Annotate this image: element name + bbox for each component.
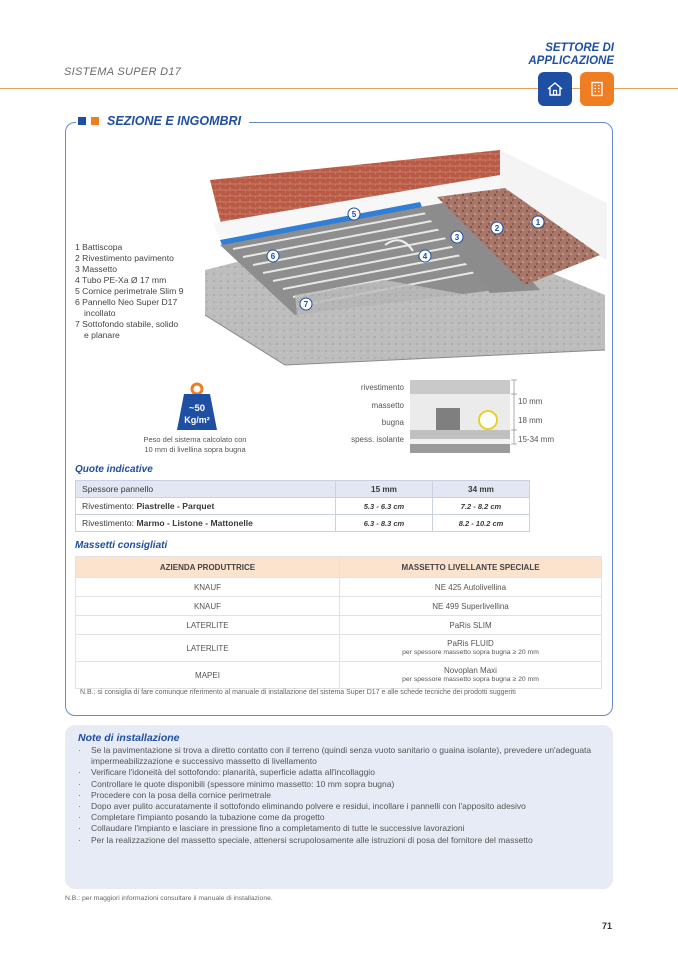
floor-section-illustration bbox=[205, 145, 610, 370]
sector-label bbox=[528, 42, 614, 68]
weight-unit: Kg/m² bbox=[184, 415, 210, 425]
table-cell: 7.2 - 8.2 cm bbox=[433, 498, 530, 515]
house-icon bbox=[538, 72, 572, 106]
dim-isolante: 15-34 mm bbox=[518, 435, 555, 444]
table-cell: PaRis FLUID per spessore massetto sopra bugna ≥ 20 mm bbox=[340, 635, 602, 662]
table-header-row bbox=[76, 557, 602, 578]
table-row bbox=[76, 616, 602, 635]
list-item: · Completare l'impianto posando la tubazione come da progetto bbox=[78, 812, 603, 823]
massetti-table bbox=[75, 556, 602, 689]
sector-label-line1: SETTORE DI bbox=[545, 42, 614, 54]
table-row bbox=[76, 597, 602, 616]
marker-4 bbox=[419, 250, 431, 262]
table-cell: Novoplan Maxi per spessore massetto sopra bugna ≥ 20 mm bbox=[340, 662, 602, 689]
weight-value: ~50 bbox=[188, 403, 206, 414]
table-cell: LATERLITE bbox=[76, 616, 340, 635]
table-row bbox=[76, 498, 530, 515]
table-cell: Spessore pannello bbox=[76, 481, 336, 498]
list-item: · Controllare le quote disponibili (spessore minimo massetto: 10 mm sopra bugna) bbox=[78, 779, 603, 790]
massetti-note: N.B.: si consiglia di fare comunque riferimento al manuale di installazione del sistema Super D17 e alle schede tecniche dei prodotti suggeriti bbox=[80, 689, 516, 696]
table-cell: Rivestimento: Piastrelle - Parquet bbox=[76, 498, 336, 515]
svg-text:6: 6 bbox=[270, 252, 276, 261]
svg-text:5: 5 bbox=[351, 210, 357, 219]
marker-3 bbox=[451, 231, 463, 243]
sector-icons bbox=[538, 72, 614, 106]
footer-note: N.B.: per maggiori informazioni consultare il manuale di installazione. bbox=[65, 895, 273, 902]
legend-item: 5 Cornice perimetrale Slim 9 bbox=[75, 286, 184, 296]
label-massetto: massetto bbox=[371, 401, 404, 410]
marker-7 bbox=[300, 298, 312, 310]
table-cell: 8.2 - 10.2 cm bbox=[433, 515, 530, 532]
legend-item: e planare bbox=[84, 330, 120, 340]
massetti-title: Massetti consigliati bbox=[75, 540, 168, 551]
table-cell: AZIENDA PRODUTTRICE bbox=[76, 557, 340, 578]
table-cell: KNAUF bbox=[76, 597, 340, 616]
system-title: SISTEMA SUPER D17 bbox=[64, 66, 182, 78]
legend-item: incollato bbox=[84, 308, 116, 318]
page-number: 71 bbox=[601, 921, 612, 931]
table-cell: 5.3 - 6.3 cm bbox=[336, 498, 433, 515]
quote-table bbox=[75, 480, 530, 532]
list-item: · Dopo aver pulito accuratamente il sottofondo eliminando polvere e residui, incollare i pannelli con l'apposito adesivo bbox=[78, 801, 603, 812]
table-row bbox=[76, 662, 602, 689]
table-cell: 6.3 - 8.3 cm bbox=[336, 515, 433, 532]
legend-item: 7 Sottofondo stabile, solido bbox=[75, 319, 179, 329]
svg-text:1: 1 bbox=[535, 218, 541, 227]
marker-5 bbox=[348, 208, 360, 220]
table-cell: KNAUF bbox=[76, 578, 340, 597]
section-title: SEZIONE E INGOMBRI bbox=[107, 114, 242, 128]
table-cell: NE 499 Superlivellina bbox=[340, 597, 602, 616]
table-row bbox=[76, 635, 602, 662]
table-cell: PaRis SLIM bbox=[340, 616, 602, 635]
legend-item: 3 Massetto bbox=[75, 264, 118, 274]
marker-2 bbox=[491, 222, 503, 234]
table-header-row bbox=[76, 481, 530, 498]
table-cell: MAPEI bbox=[76, 662, 340, 689]
blue-square-icon bbox=[78, 117, 86, 125]
svg-text:2: 2 bbox=[494, 224, 500, 233]
dim-rivestimento: 10 mm bbox=[518, 397, 543, 406]
notes-list bbox=[78, 745, 603, 846]
legend-item: 1 Battiscopa bbox=[75, 242, 123, 252]
list-item: · Verificare l'idoneità del sottofondo: planarità, superficie adatta all'incollaggio bbox=[78, 767, 603, 778]
dim-massetto: 18 mm bbox=[518, 416, 543, 425]
table-cell: Rivestimento: Marmo - Listone - Mattonelle bbox=[76, 515, 336, 532]
svg-text:3: 3 bbox=[454, 233, 460, 242]
orange-square-icon bbox=[91, 117, 99, 125]
layer-thickness-diagram bbox=[338, 378, 568, 460]
label-spess-isolante: spess. isolante bbox=[351, 435, 404, 444]
section-heading bbox=[76, 114, 249, 128]
weight-icon bbox=[176, 381, 218, 431]
marker-6 bbox=[267, 250, 279, 262]
table-cell: 15 mm bbox=[336, 481, 433, 498]
list-item: · Per la realizzazione del massetto speciale, attenersi scrupolosamente alle istruzioni di posa del fornitore del massetto bbox=[78, 835, 603, 846]
building-icon bbox=[580, 72, 614, 106]
label-rivestimento: rivestimento bbox=[360, 383, 404, 392]
svg-text:4: 4 bbox=[422, 252, 428, 261]
list-item: · Se la pavimentazione si trova a diretto contatto con il terreno (quindi senza vuoto sanitario o guaina isolante), prevedere un'adeguata impermeabilizzazione e successivo massetto di livellamento bbox=[78, 745, 603, 767]
table-cell: NE 425 Autolivellina bbox=[340, 578, 602, 597]
weight-caption-line1: Peso del sistema calcolato con bbox=[143, 435, 247, 444]
table-row bbox=[76, 578, 602, 597]
weight-caption bbox=[130, 435, 260, 454]
component-legend bbox=[75, 242, 183, 341]
list-item: · Procedere con la posa della cornice perimetrale bbox=[78, 790, 603, 801]
table-cell: 34 mm bbox=[433, 481, 530, 498]
svg-text:7: 7 bbox=[303, 300, 309, 309]
notes-title: Note di installazione bbox=[78, 732, 180, 744]
legend-item: 6 Pannello Neo Super D17 bbox=[75, 297, 178, 307]
table-cell: MASSETTO LIVELLANTE SPECIALE bbox=[340, 557, 602, 578]
table-cell: LATERLITE bbox=[76, 635, 340, 662]
legend-item: 2 Rivestimento pavimento bbox=[75, 253, 174, 263]
label-bugna: bugna bbox=[381, 418, 404, 427]
table-row bbox=[76, 515, 530, 532]
marker-1 bbox=[532, 216, 544, 228]
legend-item: 4 Tubo PE-Xa Ø 17 mm bbox=[75, 275, 167, 285]
weight-caption-line2: 10 mm di livellina sopra bugna bbox=[144, 444, 246, 454]
sector-label-line2: APPLICAZIONE bbox=[528, 55, 614, 67]
quote-title: Quote indicative bbox=[75, 464, 153, 475]
list-item: · Collaudare l'impianto e lasciare in pressione fino a completamento di tutte le successive lavorazioni bbox=[78, 823, 603, 834]
